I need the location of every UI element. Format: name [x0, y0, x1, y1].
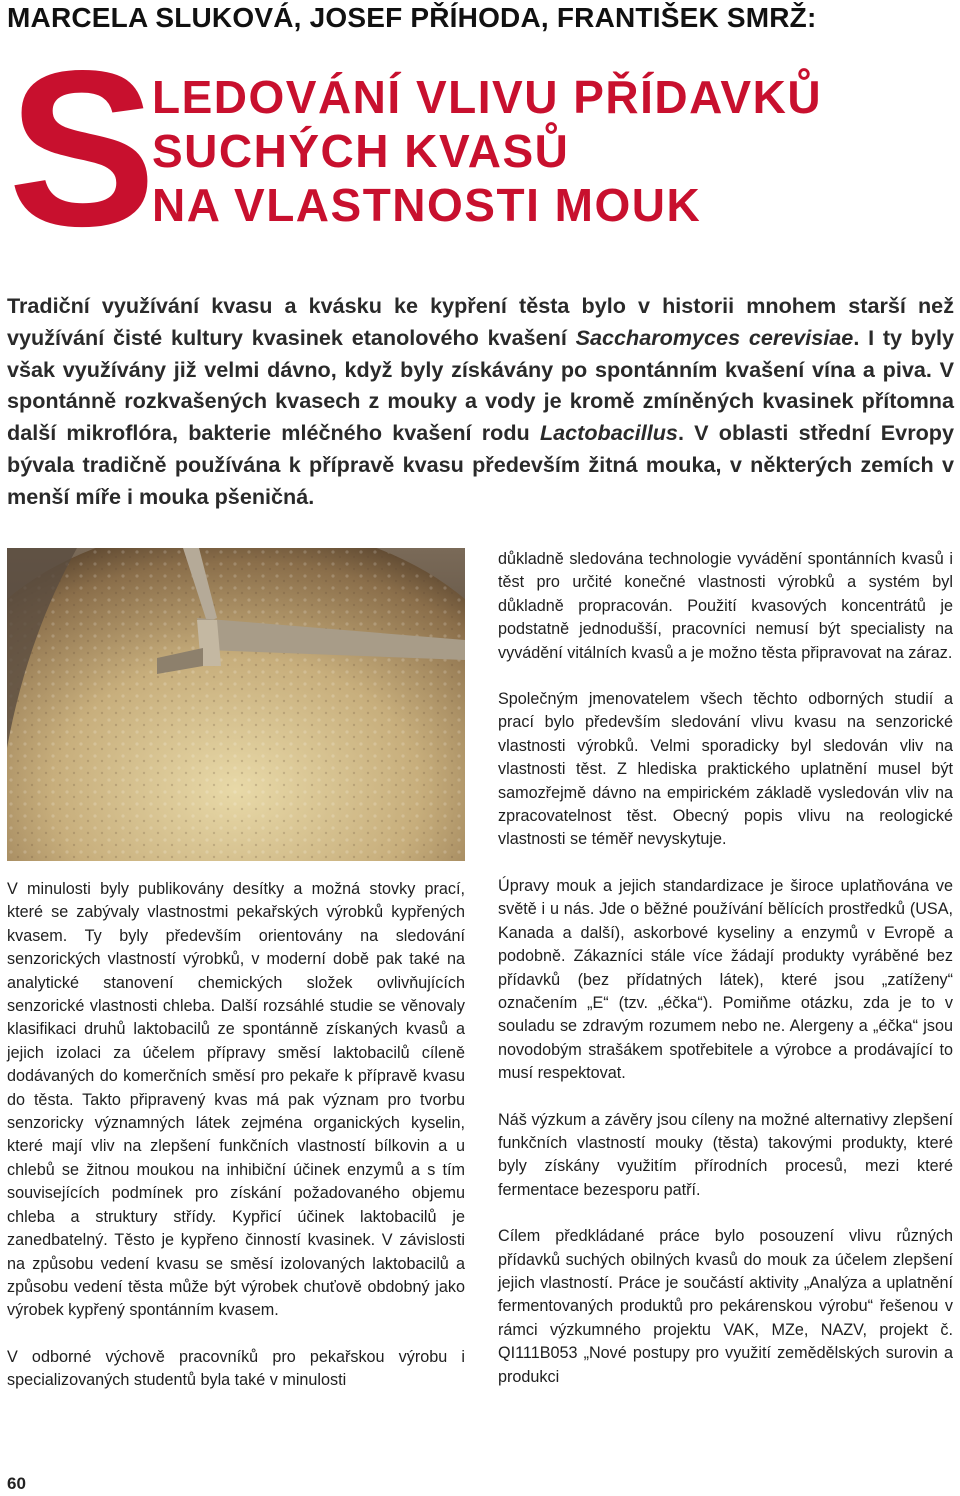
left-column: [7, 878, 465, 1416]
title-line-1: LEDOVÁNÍ VLIVU PŘÍDAVKŮ: [152, 71, 823, 123]
right-column: [498, 548, 953, 1412]
right-paragraph-1: důkladně sledována technologie vyvádění spontánních kvasů i těst pro určité konečné vlastnosti výrobků a systém byl důkladně propracován. Použití kvasových koncentrátů je podstatně jednodušší, pracovníci nemusí být specialisty na vyvádění vitálních kvasů a je možno těsta připravovat na záraz.: [498, 550, 953, 662]
authors: MARCELA SLUKOVÁ, JOSEF PŘÍHODA, FRANTIŠEK SMRŽ:: [7, 2, 817, 33]
title-drop-cap: S: [8, 25, 153, 273]
lead-text-3: . V oblasti střední Evropy bývala tradičně používána k přípravě kvasu především žitná mouka, v některých zemích v menší míře i mouka pšeničná.: [7, 420, 954, 509]
lead-italic-lactobacillus: Lactobacillus: [539, 420, 678, 446]
lead-paragraph: [7, 290, 954, 513]
article-title: [152, 70, 952, 232]
left-paragraph-1: V minulosti byly publikovány desítky a možná stovky prací, které se zabývaly vlastnostmi pekařských výrobků kypřených kvasem. Ty byly především orientovány na sledování senzorických vlastností výrobků, v moderní době pak také na analytické stanovení chemických složek ovlivňujících senzorické vlastnosti chleba. Další rozsáhlé studie se věnovaly klasifikaci druhů laktobacilů ze spontánně získaných kvasů a jejich izolaci za účelem přípravy směsí laktobacilů cíleně dodávaných do komerčních směsí pro pekaře k přípravě kvasu do těsta. Takto připravený kvas má pak význam pro tvorbu senzoricky významných látek zejména organických kyselin, které mají vliv na zlepšení funkčních vlastností bílkovin a u chlebů se žitnou moukou na inhibiční účinek enzymů a s tím souvisejících podmínek pro získání požadovaného objemu chleba a struktury střídy. Kypřicí účinek laktobacilů je zanedbatelný. Těsto je kypřeno činností kvasinek. V závislosti na způsobu vedení kvasu se směsí izolovaných laktobacilů a způsobu vedení těsta může být výrobek chuťově obdobný jako výrobek kypřený spontánním kvasem.: [7, 880, 465, 1320]
title-line-2: SUCHÝCH KVASŮ: [152, 125, 570, 177]
right-paragraph-4: Náš výzkum a závěry jsou cíleny na možné alternativy zlepšení funkčních vlastností mouky (těsta) takovými produkty, které byly získány využitím přírodních procesů, mezi které fermentace bezesporu patří.: [498, 1110, 953, 1199]
page-number: 60: [7, 1474, 26, 1493]
lead-text-2: . I ty byly však využívány již velmi dávno, když byly získávány po spontánním kvašení vína a piva. V spontánně rozkvašených kvasech z mouky a vody je kromě zmíněných kvasinek přítomna další mikroflóra, bakterie mléčného kvašení rodu: [7, 324, 954, 446]
right-paragraph-3: Úpravy mouk a jejich standardizace je široce uplatňována ve světě i u nás. Jde o běžné používání bělících prostředků (USA, Kanada a další), askorbové kyseliny a enzymů v Evropě a podobně. Zákazníci stále více žádají produkty vyráběné bez přídavků (bez přídatných látek), které jsou „zatíženy“ označením „E“ (tzv. „éčka“). Pomiňme otázku, zda je to v souladu se zdravým rozumem nebo ne. Alergeny a „éčka“ jsou novodobým strašákem spotřebitele a výrobce a prodávající to musí respektovat.: [498, 876, 953, 1083]
sourdough-photo: [7, 548, 465, 861]
title-line-3: NA VLASTNOSTI MOUK: [152, 179, 702, 231]
right-paragraph-2: Společným jmenovatelem všech těchto odborných studií a prací bylo především sledování vlivu kvasu na senzorické vlastnosti výrobků. Velmi sporadicky byl sledován vliv na vlastnosti těst. Z hlediska praktického uplatnění musel být samozřejmě dávno na empirickém základě vysledován vliv na zpracovatelnost těst. Obecný popis vlivu na reologické vlastnosti se téměř nevyskytuje.: [498, 690, 953, 849]
lead-italic-saccharomyces: Saccharomyces cerevisiae: [575, 324, 854, 350]
left-paragraph-2: V odborné výchově pracovníků pro pekařskou výrobu i specializovaných studentů byla také v minulosti: [7, 1347, 465, 1390]
lead-text-1: Tradiční využívání kvasu a kvásku ke kypření těsta bylo v historii mnohem starší než využívání čisté kultury kvasinek etanolového kvašení: [7, 293, 954, 350]
right-paragraph-5: Cílem předkládané práce bylo posouzení vlivu různých přídavků suchých obilných kvasů do mouk za účelem zlepšení jejich vlastností. Práce je součástí aktivity „Analýza a uplatnění fermentovaných produktů pro pekárenskou výrobu“ řešenou v rámci výzkumného projektu VAK, MZe, NAZV, projekt č. QI111B053 „Nové postupy pro využití zemědělských surovin a produkci: [498, 1227, 953, 1386]
